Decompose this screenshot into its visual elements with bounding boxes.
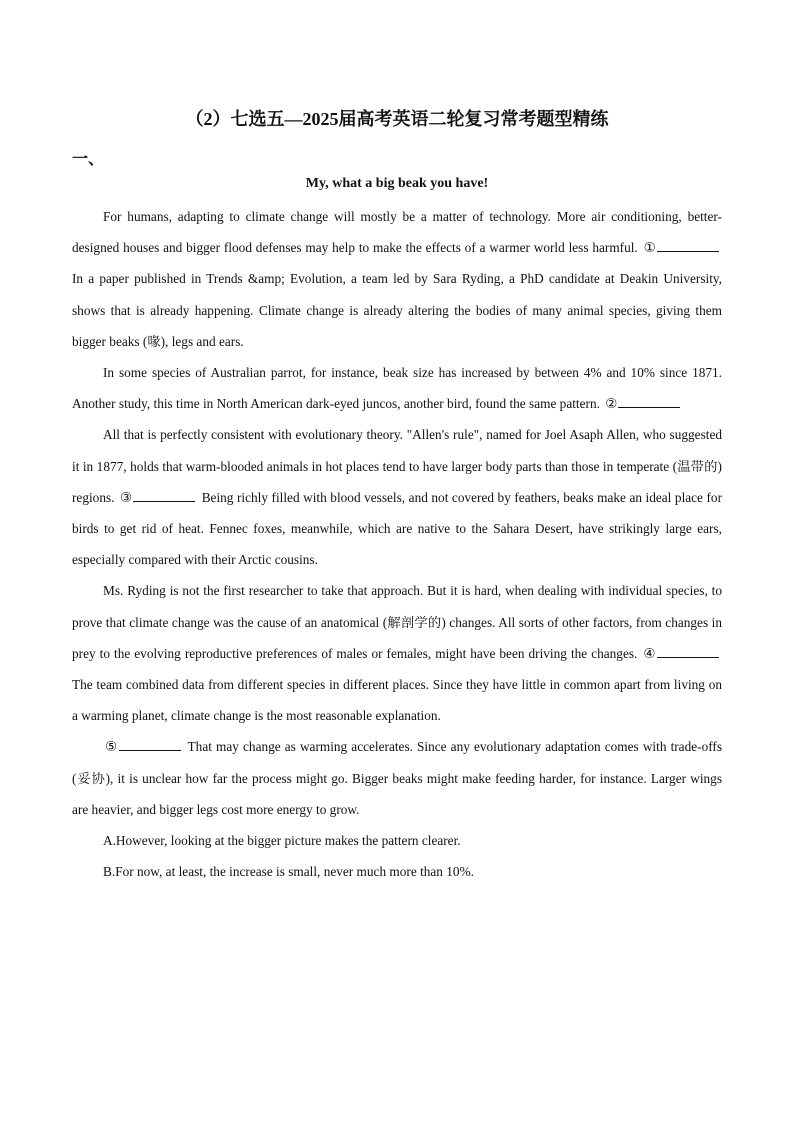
paragraph-4	[72, 575, 722, 731]
passage-title: My, what a big beak you have!	[305, 176, 489, 191]
passage-body	[72, 201, 722, 887]
blank-number: ②	[605, 396, 618, 412]
paragraph-2	[72, 357, 722, 419]
blank-number: ④	[643, 645, 657, 661]
answer-blank[interactable]	[119, 737, 181, 751]
paragraph-1	[72, 201, 722, 357]
blank-number: ③	[120, 489, 133, 505]
paragraph-text: For humans, adapting to climate change will mostly be a matter of technology. More air conditioning, better-designed houses and bigger flood defenses may help to make the effects of a warmer world less harmful.	[72, 209, 722, 256]
blank-number: ①	[643, 240, 657, 256]
paragraph-text: In some species of Australian parrot, for instance, beak size has increased by between 4% and 10% since 1871. Another study, this time in North American dark-eyed juncos, another bird, found the same pattern.	[72, 365, 722, 412]
paragraph-3	[72, 419, 722, 575]
paragraph-5	[72, 731, 722, 825]
answer-blank[interactable]	[618, 394, 680, 408]
answer-blank[interactable]	[657, 644, 719, 658]
paragraph-text: All that is perfectly consistent with evolutionary theory. "Allen's rule", named for Joel Asaph Allen, who suggested it in 1877, holds that warm-blooded animals in hot places tend to have larger body parts than those in temperate (温带的) regions.	[72, 427, 722, 505]
page-title: （2）七选五—2025届高考英语二轮复习常考题型精练	[185, 109, 609, 129]
section-label: 一、	[72, 151, 105, 168]
paragraph-text: Ms. Ryding is not the first researcher to take that approach. But it is hard, when dealing with individual species, to prove that climate change was the cause of an anatomical (解剖学的) changes. All sorts of other factors, from changes in prey to the evolving reproductive preferences of males or females, might have been driving the changes.	[72, 583, 722, 661]
option-a: A.However, looking at the bigger picture makes the pattern clearer.	[103, 833, 461, 849]
paragraph-text: The team combined data from different species in different places. Since they have little in common apart from living on a warming planet, climate change is the most reasonable explanation.	[72, 677, 722, 724]
answer-blank[interactable]	[657, 238, 719, 252]
answer-blank[interactable]	[133, 488, 195, 502]
paragraph-text: In a paper published in Trends &amp; Evolution, a team led by Sara Ryding, a PhD candidate at Deakin University, shows that is already happening. Climate change is already altering the bodies of many animal species, giving them bigger beaks (喙), legs and ears.	[72, 271, 722, 349]
paragraph-text: Being richly filled with blood vessels, and not covered by feathers, beaks make an ideal place for birds to get rid of heat. Fennec foxes, meanwhile, which are native to the Sahara Desert, have strikingly large ears, especially compared with their Arctic cousins.	[72, 489, 723, 568]
blank-number: ⑤	[105, 739, 118, 755]
paragraph-text: That may change as warming accelerates. Since any evolutionary adaptation comes with trade-offs (妥协), it is unclear how far the process might go. Bigger beaks might make feeding harder, for instance. Larger wings are heavier, and bigger legs cost more energy to grow.	[72, 739, 723, 817]
option-b: B.For now, at least, the increase is small, never much more than 10%.	[103, 864, 474, 880]
